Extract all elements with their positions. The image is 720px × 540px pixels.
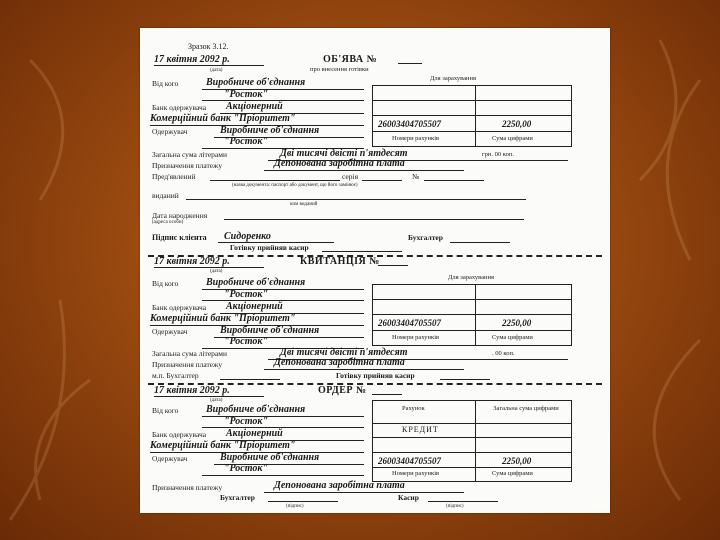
recipient-label-1: Одержувач	[152, 127, 188, 136]
recipient-name-3: Виробниче об'єднання	[220, 452, 320, 463]
address-label: (адреса особи)	[152, 220, 184, 225]
bank-name-1b: Комерційний банк "Пріоритет"	[150, 113, 296, 124]
client-signature: Сидоренко	[224, 231, 271, 242]
credit-label-2: Для зарахування	[448, 274, 494, 281]
amount-caption-2: Сума цифрами	[492, 334, 533, 341]
org-name-1: Виробниче об'єднання	[206, 77, 306, 88]
bank-label-3: Банк одержувача	[152, 430, 207, 439]
sum-words-label-2: Загальна сума літерами	[152, 349, 227, 358]
bank-name-2b: Комерційний банк "Пріоритет"	[150, 313, 296, 324]
subtitle-announcement: про внесення готівки	[310, 66, 369, 73]
bank-name-2: Акціонерний	[226, 301, 283, 312]
amount-1: 2250,00	[502, 119, 532, 129]
title-order: ОРДЕР №	[318, 385, 367, 396]
issued-label: виданий	[152, 191, 179, 200]
org-name-1b: "Росток"	[224, 89, 269, 100]
date-caption-1: (дата)	[210, 68, 223, 73]
amount-caption-3: Сума цифрами	[492, 470, 533, 477]
amount-3: 2250,00	[502, 456, 532, 466]
recipient-name-3b: "Росток"	[224, 463, 269, 474]
purpose-label-2: Призначення платежу	[152, 360, 223, 369]
bank-name-1: Акціонерний	[226, 101, 283, 112]
from-label-3: Від кого	[152, 406, 179, 415]
account-number-1: 26003404705507	[378, 119, 441, 129]
amount-caption-1: Сума цифрами	[492, 135, 533, 142]
bank-name-3b: Комерційний банк "Пріоритет"	[150, 440, 296, 451]
bank-label-1: Банк одержувача	[152, 103, 207, 112]
account-caption-3: Номери рахунків	[392, 470, 440, 477]
account-column-header: Рахунок	[402, 405, 425, 412]
signature-caption-1: (підпис)	[286, 504, 304, 509]
signature-caption-2: (підпис)	[446, 504, 464, 509]
sum-words-label-1: Загальна сума літерами	[152, 150, 227, 159]
purpose-1: Депонована заробітна плата	[274, 158, 405, 169]
sum-words-1: Дві тисячі двісті п'ятдесят	[280, 148, 408, 159]
date-caption-3: (дата)	[210, 398, 223, 403]
account-number-3: 26003404705507	[378, 456, 441, 466]
purpose-3: Депонована заробітна плата	[274, 480, 405, 491]
cashier-label-3: Касир	[398, 493, 419, 502]
org-name-2: Виробниче об'єднання	[206, 277, 306, 288]
from-label-1: Від кого	[152, 79, 179, 88]
accountant-label-3: Бухгалтер	[220, 493, 255, 502]
purpose-label-1: Призначення платежу	[152, 161, 223, 170]
credit-word: КРЕДИТ	[402, 425, 439, 434]
presented-label: Пред'явлений	[152, 172, 196, 181]
document-hint: (назва документа: паспорт або документ, що його замінює)	[232, 183, 358, 188]
recipient-label-2: Одержувач	[152, 327, 188, 336]
bank-name-3: Акціонерний	[226, 428, 283, 439]
account-caption-2: Номери рахунків	[392, 334, 440, 341]
cashier-label-2: Готівку прийняв касир	[336, 371, 415, 380]
client-sign-label: Підпис клієнта	[152, 233, 207, 242]
total-column-header: Загальна сума цифрами	[493, 405, 559, 412]
issued-by-caption: ким виданий	[290, 202, 318, 207]
purpose-2: Депонована заробітна плата	[274, 357, 405, 368]
account-caption-1: Номери рахунків	[392, 135, 440, 142]
title-receipt: КВИТАНЦІЯ №	[300, 256, 380, 267]
org-name-3: Виробниче об'єднання	[206, 404, 306, 415]
payment-document-scan	[140, 28, 610, 513]
credit-label-1: Для зарахування	[430, 75, 476, 82]
from-label-2: Від кого	[152, 279, 179, 288]
bank-label-2: Банк одержувача	[152, 303, 207, 312]
org-name-2b: "Росток"	[224, 289, 269, 300]
sum-words-2: Дві тисячі двісті п'ятдесят	[280, 347, 408, 358]
birth-label: Дата народження	[152, 211, 208, 220]
title-announcement: ОБ'ЯВА №	[323, 54, 378, 65]
date-3: 17 квітня 2092 р.	[154, 385, 230, 396]
sum-words-end-2: . 00 коп.	[492, 350, 515, 357]
amount-2: 2250,00	[502, 318, 532, 328]
account-number-2: 26003404705507	[378, 318, 441, 328]
sample-number: Зразок 3.12.	[188, 42, 229, 51]
stamp-accountant-label: м.п. Бухгалтер	[152, 371, 199, 380]
date-1: 17 квітня 2092 р.	[154, 54, 230, 65]
cashier-label-1: Готівку прийняв касир	[230, 243, 309, 252]
recipient-name-1: Виробниче об'єднання	[220, 125, 320, 136]
sum-words-end-1: грн. 00 коп.	[482, 151, 514, 158]
recipient-name-2: Виробниче об'єднання	[220, 325, 320, 336]
date-caption-2: (дата)	[210, 269, 223, 274]
org-name-3b: "Росток"	[224, 416, 269, 427]
series-label: серія	[342, 172, 359, 181]
recipient-label-3: Одержувач	[152, 454, 188, 463]
recipient-name-2b: "Росток"	[224, 336, 269, 347]
date-2: 17 квітня 2092 р.	[154, 256, 230, 267]
accountant-label-1: Бухгалтер	[408, 233, 443, 242]
purpose-label-3: Призначення платежу	[152, 483, 223, 492]
number-label: №	[412, 172, 420, 181]
recipient-name-1b: "Росток"	[224, 136, 269, 147]
